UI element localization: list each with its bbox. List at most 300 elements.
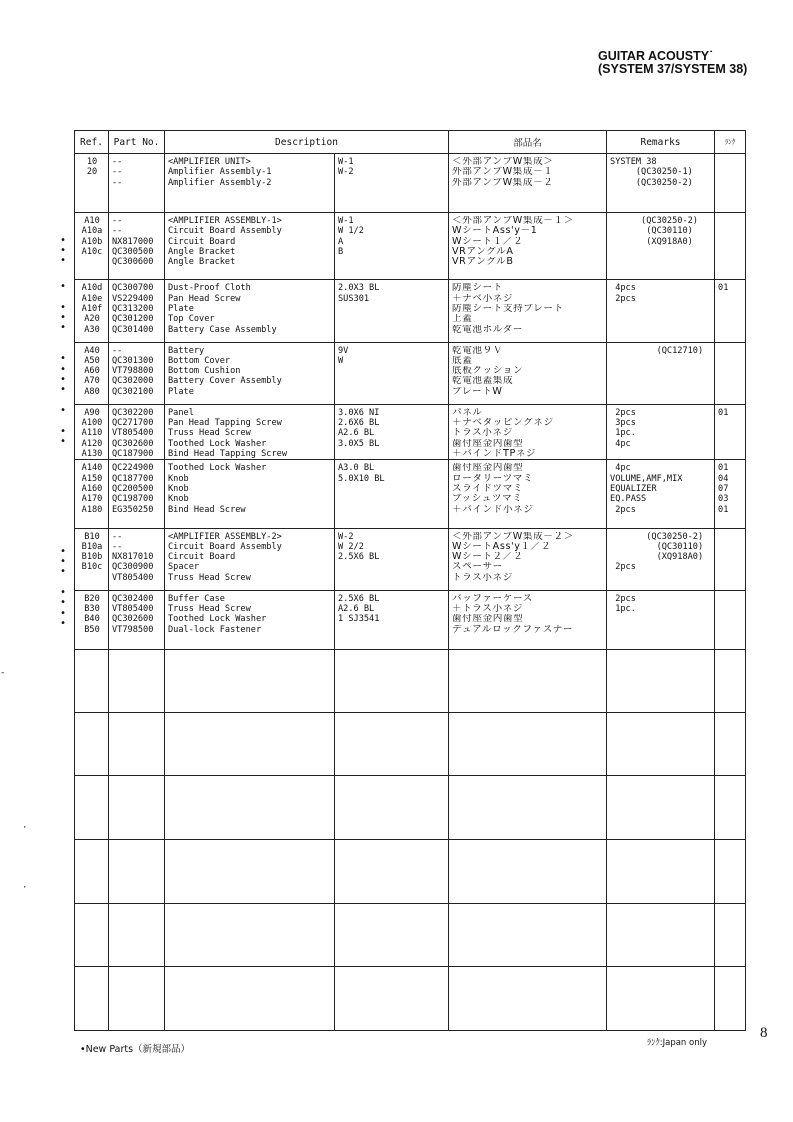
cell-line: 乾電池ホルダー <box>452 324 523 335</box>
cell-line: 9V <box>338 345 349 356</box>
empty-cell <box>109 776 165 840</box>
cell-line: プッシュツマミ <box>452 494 523 505</box>
cell-line: Bind Head Tapping Screw <box>168 448 287 459</box>
parts-group-row <box>75 528 746 590</box>
empty-cell <box>607 713 715 776</box>
remarks-cell <box>607 460 715 528</box>
part-no-cell <box>109 342 165 404</box>
spec-cell <box>335 280 449 342</box>
cell-line: Circuit Board Assembly <box>168 541 282 552</box>
cell-line: 2.6X6 BL <box>338 417 380 428</box>
cell-line: EQ.PASS <box>610 494 647 505</box>
new-part-marker: • <box>60 353 67 365</box>
cell-line: EG350250 <box>112 504 154 515</box>
part-no-cell <box>109 528 165 590</box>
parts-group-row <box>75 154 746 213</box>
cell-line: NX817010 <box>112 552 154 563</box>
empty-cell <box>109 840 165 903</box>
cell-line: Battery <box>168 345 205 356</box>
cell-line: A110 <box>81 428 103 439</box>
cell-line: スペーサー <box>452 562 503 573</box>
parts-group-row <box>75 213 746 280</box>
cell-line: 07 <box>718 483 729 494</box>
cell-line: Knob <box>168 494 189 505</box>
cell-line: Battery Case Assembly <box>168 324 277 335</box>
cell-line: A2.6 BL <box>338 428 375 439</box>
cell-line: QC301300 <box>112 355 154 366</box>
cell-line: 03 <box>718 494 729 505</box>
cell-line: <AMPLIFIER ASSEMBLY-2> <box>168 531 282 542</box>
parts-group-row <box>75 460 746 528</box>
cell-line: 防塵シート支持プレート <box>452 303 564 314</box>
cell-line: 4pcs <box>610 283 636 294</box>
cell-line: 01 <box>718 283 729 294</box>
spec-cell <box>335 528 449 590</box>
cell-line: VRアングルA <box>452 247 514 258</box>
cell-line: QC271700 <box>112 417 154 428</box>
empty-cell <box>165 649 335 712</box>
cell-line: Buffer Case <box>168 593 225 604</box>
new-part-marker: • <box>60 617 67 629</box>
margin-dot: · <box>22 823 28 833</box>
cell-line: 歯付座金内歯型 <box>452 614 524 625</box>
cell-line: VT798500 <box>112 624 154 635</box>
cell-line: Bind Head Screw <box>168 504 246 515</box>
cell-line: 1pc. <box>610 428 636 439</box>
rank-cell <box>715 460 746 528</box>
cell-line: QC300500 <box>112 247 154 258</box>
cell-line: A3.0 BL <box>338 463 375 474</box>
cell-line: 歯付座金内歯型 <box>452 463 524 474</box>
part-no-cell <box>109 590 165 649</box>
ref-cell <box>75 528 109 590</box>
remarks-cell <box>607 528 715 590</box>
cell-line: Top Cover <box>168 314 215 325</box>
cell-line: A10d <box>81 283 103 294</box>
cell-line: (XQ918A0) <box>610 552 704 563</box>
cell-line: B10 <box>84 531 100 542</box>
cell-line: A180 <box>81 504 103 515</box>
cell-line: デュアルロックファスナー <box>452 624 574 635</box>
new-part-marker: • <box>60 405 67 416</box>
cell-line: A10a <box>81 226 103 237</box>
cell-line: 01 <box>718 407 729 418</box>
cell-line: 4pc <box>610 438 631 449</box>
cell-line: VOLUME,AMF,MIX <box>610 473 683 484</box>
empty-row <box>75 776 746 840</box>
new-parts-legend: •New Parts（新規部品） <box>80 1044 191 1055</box>
new-part-marker: • <box>60 587 67 598</box>
cell-line: Dust-Proof Cloth <box>168 283 251 294</box>
cell-line: 4pc <box>610 463 631 474</box>
cell-line: QC200500 <box>112 483 154 494</box>
ref-cell <box>75 154 109 213</box>
cell-line: Circuit Board Assembly <box>168 226 282 237</box>
cell-line: A2.6 BL <box>338 603 375 614</box>
cell-line: 2pcs <box>610 293 636 304</box>
cell-line: WシートAss'y１／２ <box>452 541 552 552</box>
remarks-cell <box>607 404 715 460</box>
empty-row <box>75 649 746 712</box>
description-cell <box>165 404 335 460</box>
japanese-name-cell <box>449 280 607 342</box>
japanese-name-cell <box>449 154 607 213</box>
cell-line: -- <box>112 531 123 542</box>
cell-line: VT805400 <box>112 572 154 583</box>
empty-cell <box>335 713 449 776</box>
japanese-name-cell <box>449 460 607 528</box>
cell-line: ＋トラス小ネジ <box>452 603 524 614</box>
cell-line: QC300600 <box>112 257 154 268</box>
cell-line: NX817000 <box>112 236 154 247</box>
cell-line: A30 <box>84 324 100 335</box>
spec-cell <box>335 342 449 404</box>
cell-line: A50 <box>84 355 100 366</box>
new-part-marker: • <box>60 607 67 619</box>
cell-line: ＋ナベ小ネジ <box>452 293 514 304</box>
new-part-marker: • <box>60 566 67 578</box>
spec-cell <box>335 213 449 280</box>
parts-group-row <box>75 404 746 460</box>
cell-line: Toothed Lock Washer <box>168 463 267 474</box>
table-header-row <box>75 131 746 154</box>
cell-line: Pan Head Tapping Screw <box>168 417 282 428</box>
cell-line: (QC30250-2) <box>610 531 704 542</box>
cell-line: 底板クッション <box>452 366 524 377</box>
new-part-marker: • <box>60 281 67 292</box>
cell-line: Panel <box>168 407 194 418</box>
cell-line: B10a <box>81 541 103 552</box>
cell-line: Spacer <box>168 562 200 573</box>
cell-line: Circuit Board <box>168 552 236 563</box>
description-cell <box>165 590 335 649</box>
empty-cell <box>75 903 109 966</box>
cell-line: QC300700 <box>112 283 154 294</box>
cell-line: (QC30250-1) <box>610 167 693 178</box>
empty-row <box>75 903 746 966</box>
cell-line: 2pcs <box>610 593 636 604</box>
cell-line: A10b <box>81 236 103 247</box>
header-rank: ﾗﾝｸ <box>715 131 746 154</box>
empty-cell <box>607 776 715 840</box>
japanese-name-cell <box>449 404 607 460</box>
empty-cell <box>335 649 449 712</box>
cell-line: 01 <box>718 504 729 515</box>
part-no-cell <box>109 280 165 342</box>
cell-line: Amplifier Assembly-1 <box>168 167 272 178</box>
empty-cell <box>109 966 165 1030</box>
cell-line: -- <box>112 167 123 178</box>
cell-line: A <box>338 236 344 247</box>
rank-cell <box>715 280 746 342</box>
empty-cell <box>335 903 449 966</box>
cell-line: VT805400 <box>112 428 154 439</box>
cell-line: A100 <box>81 417 103 428</box>
cell-line: A10c <box>81 247 103 258</box>
new-part-marker: • <box>60 435 67 447</box>
cell-line: (XQ918A0) <box>610 236 693 247</box>
margin-tick: - <box>0 668 6 678</box>
cell-line: Bottom Cover <box>168 355 231 366</box>
cell-line: 2.0X3 BL <box>338 283 380 294</box>
cell-line: -- <box>112 541 123 552</box>
empty-cell <box>165 903 335 966</box>
cell-line: B10b <box>81 552 103 563</box>
cell-line: 10 <box>86 157 98 167</box>
empty-row <box>75 966 746 1030</box>
new-part-marker: • <box>60 384 67 396</box>
cell-line: Wシート１／２ <box>452 236 524 247</box>
empty-cell <box>75 776 109 840</box>
cell-line: QC224900 <box>112 463 154 474</box>
cell-line: ＋バインド小ネジ <box>452 504 534 515</box>
empty-cell <box>715 903 746 966</box>
cell-line: QC302600 <box>112 614 154 625</box>
rank-cell <box>715 213 746 280</box>
cell-line: プレートW <box>452 386 503 397</box>
cell-line: 04 <box>718 473 729 484</box>
cell-line: 2.5X6 BL <box>338 593 380 604</box>
part-no-cell <box>109 404 165 460</box>
cell-line: B20 <box>84 593 100 604</box>
empty-cell <box>75 966 109 1030</box>
cell-line: 歯付座金内歯型 <box>452 438 524 449</box>
cell-line: ＜外部アンプW集成－２＞ <box>452 531 574 542</box>
cell-line: EQUALIZER <box>610 483 657 494</box>
cell-line: <AMPLIFIER ASSEMBLY-1> <box>168 216 282 227</box>
cell-line: W 2/2 <box>338 541 364 552</box>
cell-line: Amplifier Assembly-2 <box>168 177 272 188</box>
cell-line: Dual-lock Fastener <box>168 624 262 635</box>
cell-line: VRアングルB <box>452 257 514 268</box>
cell-line: (QC30250-2) <box>610 177 693 188</box>
cell-line: Plate <box>168 303 194 314</box>
cell-line: 乾電池蓋集成 <box>452 376 514 387</box>
cell-line: 5.0X10 BL <box>338 473 385 484</box>
rank-cell <box>715 342 746 404</box>
empty-cell <box>165 966 335 1030</box>
empty-cell <box>715 840 746 903</box>
cell-line: B <box>338 247 344 258</box>
empty-cell <box>715 649 746 712</box>
page-number: 8 <box>760 1025 768 1041</box>
cell-line: A160 <box>81 483 103 494</box>
empty-cell <box>449 966 607 1030</box>
part-no-cell <box>109 460 165 528</box>
new-part-marker: • <box>60 322 67 334</box>
new-part-marker: • <box>60 545 67 557</box>
cell-line: A20 <box>84 314 100 325</box>
japanese-name-cell <box>449 590 607 649</box>
cell-line: ＋ナベタッピングネジ <box>452 417 554 428</box>
cell-line: (QC30110) <box>610 541 704 552</box>
cell-line: ロータリーツマミ <box>452 473 534 484</box>
cell-line: A10e <box>81 293 103 304</box>
cell-line: 2pcs <box>610 407 636 418</box>
empty-cell <box>449 903 607 966</box>
cell-line: A90 <box>84 407 100 418</box>
spec-cell <box>335 154 449 213</box>
cell-line: VT805400 <box>112 603 154 614</box>
empty-cell <box>109 713 165 776</box>
empty-cell <box>165 840 335 903</box>
cell-line: Truss Head Screw <box>168 603 251 614</box>
new-part-marker: • <box>60 234 67 246</box>
empty-row <box>75 713 746 776</box>
title-line-2: (SYSTEM 37/SYSTEM 38) <box>598 62 748 76</box>
new-part-marker: • <box>60 425 67 437</box>
cell-line: -- <box>112 216 123 227</box>
cell-line: 3pcs <box>610 417 636 428</box>
cell-line: QC302100 <box>112 386 154 397</box>
japanese-name-cell <box>449 342 607 404</box>
new-part-marker: • <box>60 311 67 323</box>
header-japanese-name: 部品名 <box>449 131 607 154</box>
cell-line: Bottom Cushion <box>168 366 241 377</box>
cell-line: W <box>338 355 344 366</box>
ref-cell <box>75 404 109 460</box>
spec-cell <box>335 590 449 649</box>
cell-line: QC300900 <box>112 562 154 573</box>
cell-line: 2.5X6 BL <box>338 552 380 563</box>
parts-group-row <box>75 342 746 404</box>
cell-line: A60 <box>84 366 100 377</box>
cell-line: Plate <box>168 386 194 397</box>
empty-cell <box>715 713 746 776</box>
cell-line: トラス小ネジ <box>452 572 513 583</box>
empty-cell <box>715 966 746 1030</box>
margin-dot: · <box>22 883 28 893</box>
part-no-cell <box>109 154 165 213</box>
new-part-marker: • <box>60 244 67 256</box>
cell-line: A10 <box>84 216 100 227</box>
cell-line: A80 <box>84 386 100 397</box>
cell-line: -- <box>112 157 123 167</box>
cell-line: (QC30250-2) <box>610 216 698 227</box>
cell-line: Angle Bracket <box>168 257 236 268</box>
cell-line: 上蓋 <box>452 314 473 325</box>
cell-line: Truss Head Screw <box>168 572 251 583</box>
cell-line: A10f <box>81 303 103 314</box>
cell-line: Wシート２／２ <box>452 552 524 563</box>
empty-cell <box>75 713 109 776</box>
empty-cell <box>449 840 607 903</box>
cell-line: Circuit Board <box>168 236 236 247</box>
header-description: Description <box>165 131 449 154</box>
cell-line: QC313200 <box>112 303 154 314</box>
cell-line: QC187700 <box>112 473 154 484</box>
cell-line: (QC30110) <box>610 226 693 237</box>
empty-cell <box>109 903 165 966</box>
cell-line: QC302000 <box>112 376 154 387</box>
part-no-cell <box>109 213 165 280</box>
cell-line: A130 <box>81 448 103 459</box>
empty-cell <box>607 903 715 966</box>
rank-cell <box>715 154 746 213</box>
title-line-1: GUITAR ACOUSTY˙ <box>598 49 714 63</box>
cell-line: W 1/2 <box>338 226 364 237</box>
new-part-marker: • <box>60 255 67 267</box>
cell-line: WシートAss'y－1 <box>452 226 538 237</box>
cell-line: B50 <box>84 624 100 635</box>
empty-cell <box>449 649 607 712</box>
cell-line: VS229400 <box>112 293 154 304</box>
empty-cell <box>109 649 165 712</box>
rank-cell <box>715 528 746 590</box>
cell-line: Battery Cover Assembly <box>168 376 282 387</box>
cell-line: QC198700 <box>112 494 154 505</box>
new-part-marker: • <box>60 555 67 567</box>
cell-line: 2pcs <box>610 562 636 573</box>
cell-line: Toothed Lock Washer <box>168 614 267 625</box>
empty-cell <box>607 840 715 903</box>
description-cell <box>165 342 335 404</box>
remarks-cell <box>607 590 715 649</box>
header-part-no: Part No. <box>109 131 165 154</box>
parts-group-row <box>75 590 746 649</box>
empty-cell <box>449 776 607 840</box>
cell-line: 底蓋 <box>452 355 473 366</box>
empty-cell <box>607 966 715 1030</box>
cell-line: -- <box>112 345 123 356</box>
cell-line: A120 <box>81 438 103 449</box>
new-part-marker: • <box>60 597 67 609</box>
cell-line: バッファーケース <box>452 593 533 604</box>
cell-line: 20 <box>86 167 98 178</box>
cell-line: A70 <box>84 376 100 387</box>
header-ref: Ref. <box>75 131 109 154</box>
cell-line: A140 <box>81 463 103 474</box>
ref-cell <box>75 590 109 649</box>
remarks-cell <box>607 280 715 342</box>
ref-cell <box>75 460 109 528</box>
japanese-name-cell <box>449 528 607 590</box>
header-remarks: Remarks <box>607 131 715 154</box>
cell-line: -- <box>112 226 123 237</box>
cell-line: W-1 <box>338 157 354 167</box>
description-cell <box>165 280 335 342</box>
description-cell <box>165 460 335 528</box>
ref-cell <box>75 342 109 404</box>
cell-line: Angle Bracket <box>168 247 236 258</box>
cell-line: Truss Head Screw <box>168 428 251 439</box>
cell-line: Knob <box>168 483 189 494</box>
new-part-marker: • <box>60 363 67 375</box>
cell-line: 01 <box>718 463 729 474</box>
cell-line: B10c <box>81 562 103 573</box>
empty-cell <box>165 776 335 840</box>
cell-line: QC302600 <box>112 438 154 449</box>
spec-cell <box>335 460 449 528</box>
empty-cell <box>715 776 746 840</box>
cell-line: VT798800 <box>112 366 154 377</box>
empty-cell <box>449 713 607 776</box>
description-cell <box>165 528 335 590</box>
cell-line: ＜外部アンプW集成＞ <box>452 157 554 167</box>
rank-cell <box>715 404 746 460</box>
cell-line: パネル <box>452 407 483 418</box>
cell-line: A170 <box>81 494 103 505</box>
empty-row <box>75 840 746 903</box>
cell-line: QC302400 <box>112 593 154 604</box>
cell-line: 1 SJ3541 <box>338 614 380 625</box>
empty-cell <box>607 649 715 712</box>
cell-line: Knob <box>168 473 189 484</box>
cell-line: QC301200 <box>112 314 154 325</box>
description-cell <box>165 154 335 213</box>
remarks-cell <box>607 154 715 213</box>
description-cell <box>165 213 335 280</box>
